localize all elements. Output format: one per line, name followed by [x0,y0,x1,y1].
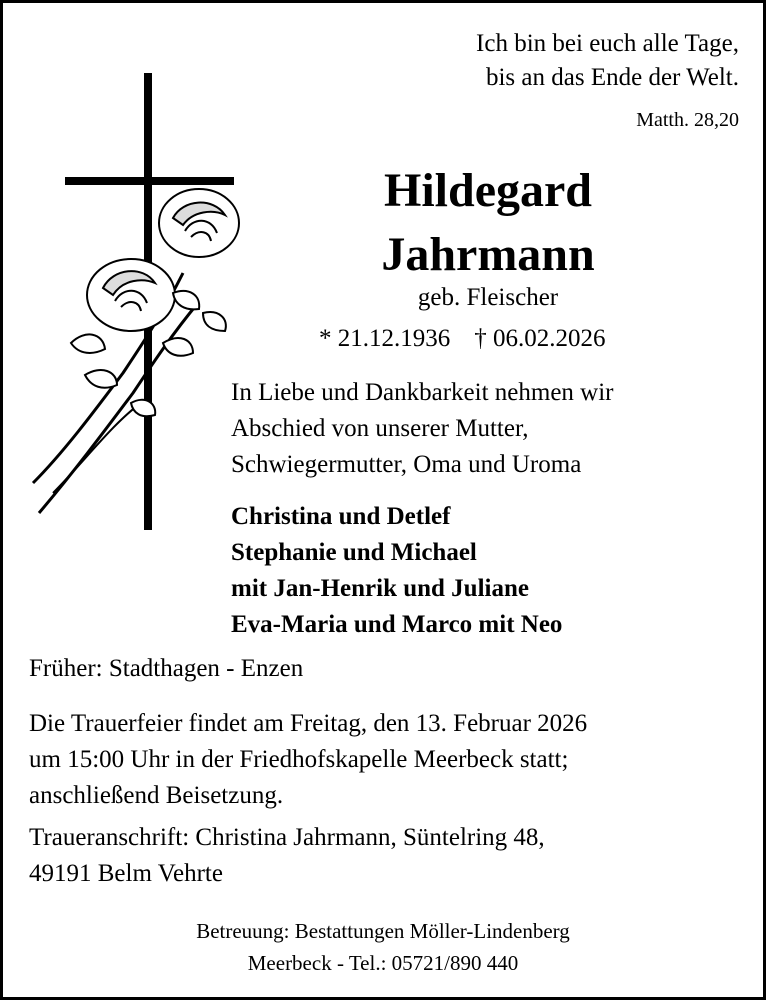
undertaker-line: Betreuung: Bestattungen Möller-Lindenberg [196,919,570,943]
farewell-line: Abschied von unserer Mutter, [231,415,529,442]
address-line: Traueranschrift: Christina Jahrmann, Süntelring 48, [29,824,545,851]
verse-reference: Matth. 28,20 [636,109,739,131]
first-name: Hildegard [383,164,592,217]
address-line: 49191 Belm Vehrte [29,860,223,887]
farewell-text [231,375,614,483]
death-date: † 06.02.2026 [474,325,606,352]
former-residence: Früher: Stadthagen - Enzen [29,655,304,682]
mourner-line: Christina und Detlef [231,503,451,530]
verse-line: Ich bin bei euch alle Tage, [476,30,739,57]
mourner-line: mit Jan-Henrik und Juliane [231,575,529,602]
undertaker-info [3,915,763,979]
undertaker-line: Meerbeck - Tel.: 05721/890 440 [247,951,519,975]
cross-with-roses [23,73,243,538]
birth-name: geb. Fleischer [417,284,559,311]
life-dates [319,325,606,353]
mourning-address [29,820,545,892]
last-name: Jahrmann [381,228,595,281]
roses-icon [33,189,239,513]
funeral-service-info [29,706,587,814]
bible-verse [476,27,739,95]
verse-line: bis an das Ende der Welt. [485,64,739,91]
service-line: anschließend Beisetzung. [29,782,284,809]
service-line: um 15:00 Uhr in der Friedhofskapelle Meerbeck statt; [29,746,569,773]
mourner-line: Stephanie und Michael [231,539,477,566]
mourner-line: Eva-Maria und Marco mit Neo [231,611,563,638]
mourners-list [231,499,562,643]
service-line: Die Trauerfeier findet am Freitag, den 13. Februar 2026 [29,710,588,737]
birth-date: * 21.12.1936 [319,325,451,352]
farewell-line: Schwiegermutter, Oma und Uroma [231,451,582,478]
deceased-name [263,159,713,287]
farewell-line: In Liebe und Dankbarkeit nehmen wir [231,379,614,406]
